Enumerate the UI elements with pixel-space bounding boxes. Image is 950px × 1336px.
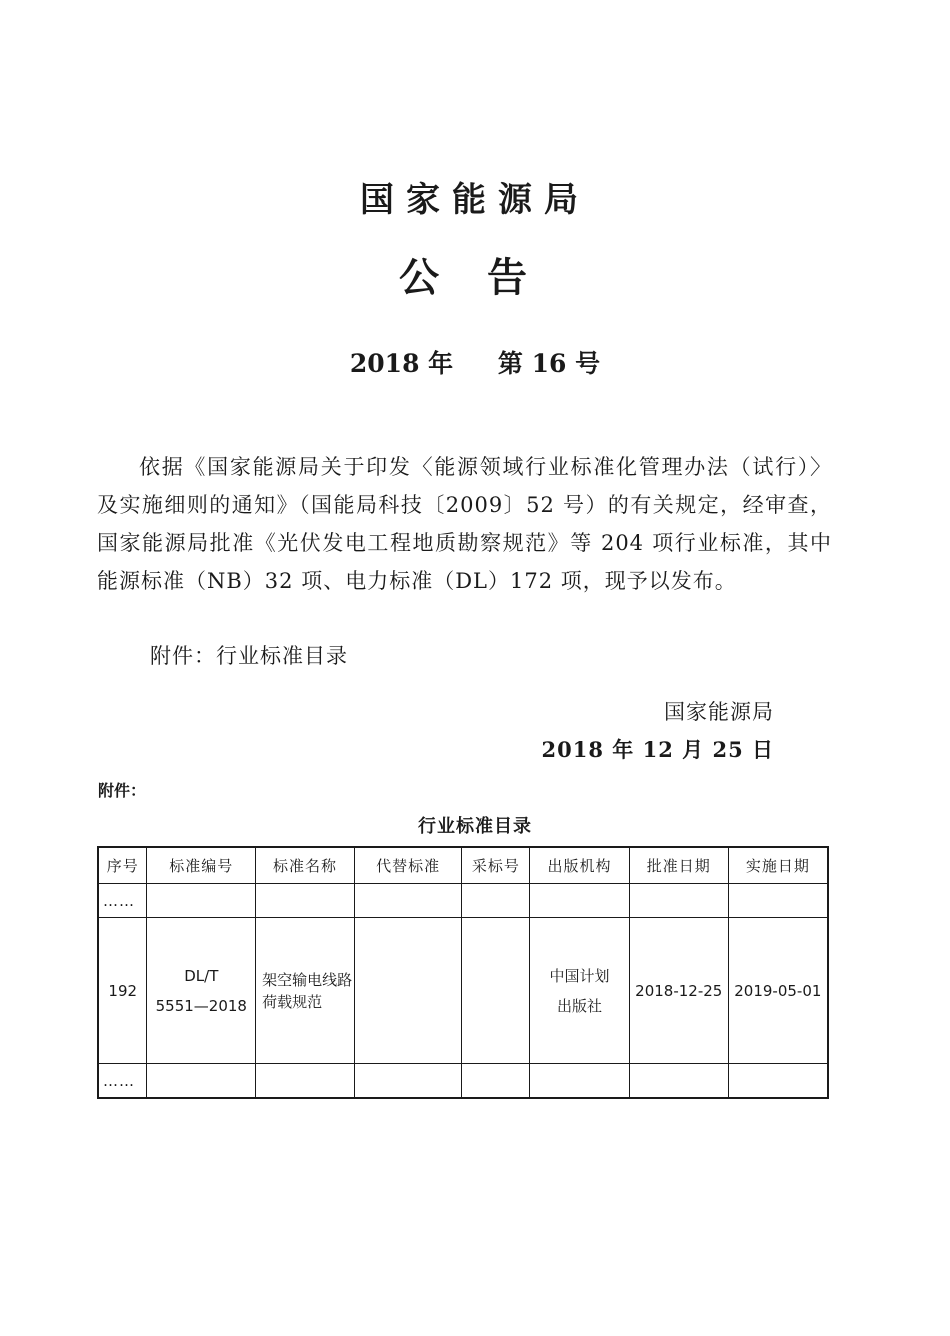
- cell-name: [256, 884, 355, 918]
- attachment-reference: 附件：行业标准目录: [150, 644, 348, 668]
- cell-seq: ……: [98, 1064, 147, 1099]
- signature-org: 国家能源局: [664, 700, 774, 724]
- cell-replaces: [354, 1064, 462, 1099]
- issue-no: 第 16 号: [497, 349, 601, 378]
- issue-year: 2018 年: [349, 349, 454, 378]
- col-header-adopted: 采标号: [462, 847, 530, 884]
- cell-publisher: [530, 1064, 630, 1099]
- document-title: 公告: [399, 255, 575, 301]
- cell-code: [147, 918, 256, 1064]
- col-header-seq: 序号: [98, 847, 147, 884]
- table-row: [98, 918, 828, 1064]
- cell-name: [256, 1064, 355, 1099]
- publisher-line-1: 中国计划: [549, 966, 610, 985]
- table-row: [98, 884, 828, 918]
- cell-adopted: [462, 918, 530, 1064]
- cell-effective: [728, 1064, 828, 1099]
- cell-replaces: [354, 918, 462, 1064]
- cell-publisher: [530, 884, 630, 918]
- announcement-body: [97, 448, 832, 600]
- publisher-line-2: 出版社: [557, 996, 603, 1015]
- attachment-label: 附件：: [98, 781, 147, 800]
- col-header-code: 标准编号: [147, 847, 256, 884]
- cell-publisher: [530, 918, 630, 1064]
- issue-number: [0, 344, 950, 380]
- cell-effective: [728, 884, 828, 918]
- cell-approved: [629, 1064, 728, 1099]
- code-line-1: DL/T: [184, 966, 219, 985]
- cell-adopted: [462, 884, 530, 918]
- body-paragraph: 依据《国家能源局关于印发〈能源领域行业标准化管理办法（试行）〉及实施细则的通知》（国能局科技〔2009〕52 号）的有关规定，经审查，国家能源局批准《光伏发电工程地质勘察规范》等 204 项行业标准，其中能源标准（NB）32 项、电力标准（DL）172 项，现予以发布。: [97, 455, 832, 593]
- table-header-row: [98, 847, 828, 884]
- code-line-2: 5551—2018: [155, 996, 247, 1015]
- cell-replaces: [354, 884, 462, 918]
- col-header-approved: 批准日期: [629, 847, 728, 884]
- cell-approved: [629, 884, 728, 918]
- cell-seq: 192: [98, 918, 147, 1064]
- col-header-replaces: 代替标准: [354, 847, 462, 884]
- cell-adopted: [462, 1064, 530, 1099]
- cell-code: [147, 1064, 256, 1099]
- cell-seq: ……: [98, 884, 147, 918]
- col-header-name: 标准名称: [256, 847, 355, 884]
- standards-table: [97, 846, 829, 1099]
- col-header-effective: 实施日期: [728, 847, 828, 884]
- table-title: 行业标准目录: [418, 816, 532, 837]
- signature-date: 2018 年 12 月 25 日: [541, 737, 774, 762]
- issuing-organization: 国家能源局: [360, 180, 590, 220]
- cell-name: 架空输电线路荷载规范: [256, 918, 355, 1064]
- cell-approved: 2018-12-25: [629, 918, 728, 1064]
- cell-code: [147, 884, 256, 918]
- col-header-publisher: 出版机构: [530, 847, 630, 884]
- table-row: [98, 1064, 828, 1099]
- cell-effective: 2019-05-01: [728, 918, 828, 1064]
